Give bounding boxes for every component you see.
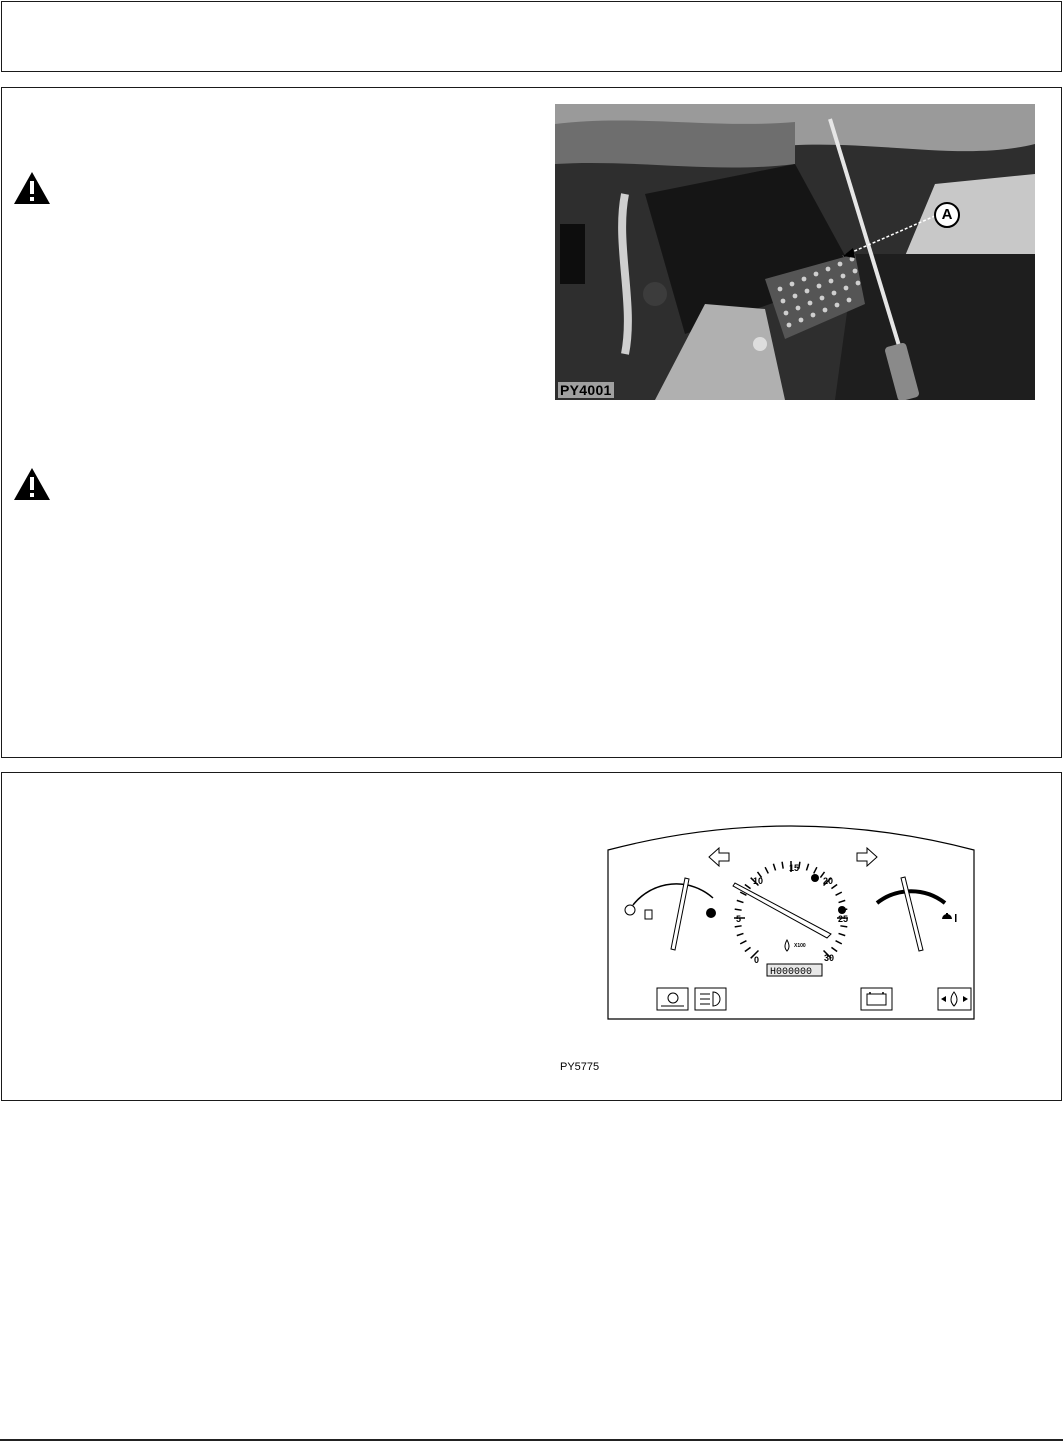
headlight-icon <box>695 988 726 1010</box>
tach-label: 20 <box>823 876 834 886</box>
fuel-pump-icon <box>645 910 652 919</box>
instrument-panel-diagram <box>605 820 977 1022</box>
figure-label: PY5775 <box>560 1061 600 1073</box>
tach-label: 15 <box>789 863 800 873</box>
battery-icon <box>861 988 892 1010</box>
tach-label: 10 <box>753 876 764 886</box>
figure-label: PY4001 <box>560 382 612 398</box>
warning-triangle-icon <box>12 466 52 502</box>
callout-a: A <box>934 202 960 228</box>
page-bottom-rule <box>0 1439 1063 1441</box>
multiplier-label: X100 <box>794 943 806 949</box>
tach-label: 0 <box>754 955 760 965</box>
top-section-frame <box>1 1 1062 72</box>
warning-triangle-icon <box>12 170 52 206</box>
oil-pressure-icon <box>938 988 971 1010</box>
glow-plug-icon <box>657 988 688 1010</box>
tach-label: 5 <box>736 914 742 924</box>
oil-drop-icon <box>785 940 789 951</box>
tach-label: 25 <box>838 914 849 924</box>
hour-meter: H000000 <box>770 967 813 978</box>
tractor-pedal-photo <box>555 104 1035 400</box>
tach-label: 30 <box>824 953 835 963</box>
